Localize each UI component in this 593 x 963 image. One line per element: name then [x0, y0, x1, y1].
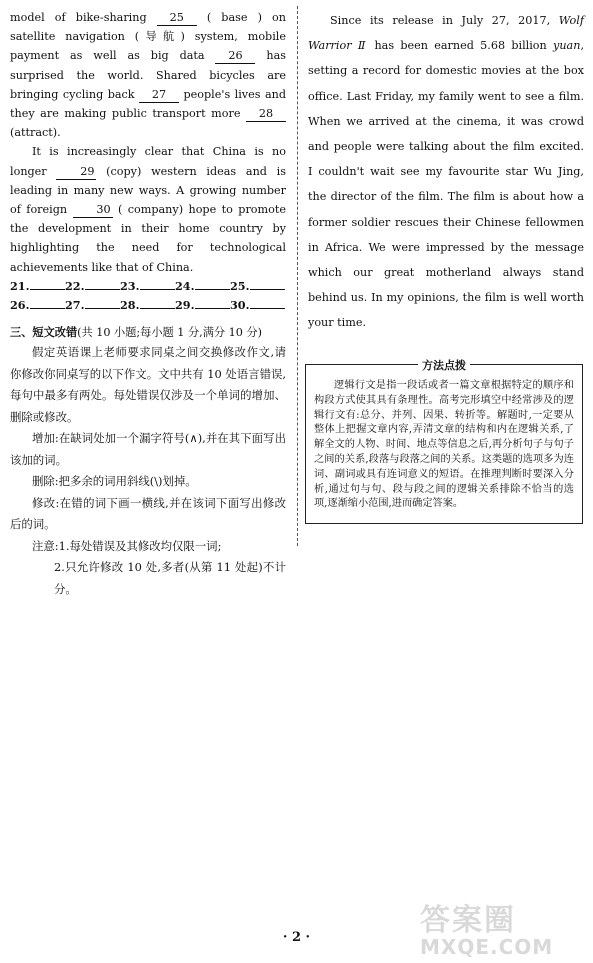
instruction-modify: 修改:在错的词下画一横线,并在该词下面写出修改后的词。 — [10, 495, 286, 532]
answer-slot[interactable]: 28. — [120, 296, 175, 315]
instruction-add: 增加:在缺词处加一个漏字符号(∧),并在其下面写出该加的词。 — [10, 431, 286, 467]
text: ( base ) on satellite navigation (导航) system, mobile payment as well as big data — [10, 11, 286, 63]
answer-slot[interactable]: 29. — [175, 296, 230, 315]
movie-title: Wolf Warrior Ⅱ — [308, 14, 584, 53]
blank-30[interactable]: 30 — [73, 203, 113, 218]
instruction-note-2: 2.只允许修改 10 处,多者(从第 11 处起)不计分。 — [54, 560, 286, 596]
blank-29[interactable]: 29 — [56, 165, 96, 180]
method-tips-box — [305, 359, 583, 524]
passage-paragraph-1 — [10, 8, 286, 142]
answer-slot[interactable]: 30. — [230, 296, 285, 315]
answer-row-2 — [10, 296, 286, 315]
left-column — [10, 8, 286, 600]
text: (attract). — [10, 126, 61, 140]
instruction-note-1: 注意:1.每处错误及其修改均仅限一词; — [32, 538, 222, 553]
blank-25[interactable]: 25 — [157, 11, 197, 26]
answer-slot[interactable]: 23. — [120, 277, 175, 296]
answer-slot[interactable]: 21. — [10, 277, 65, 296]
answer-slot[interactable]: 24. — [175, 277, 230, 296]
instruction-delete: 删除:把多余的词用斜线(\)划掉。 — [32, 474, 197, 489]
section-3-instructions — [10, 342, 286, 600]
blank-26[interactable]: 26 — [215, 49, 255, 64]
blank-28[interactable]: 28 — [246, 107, 286, 122]
instruction-paragraph: 假定英语课上老师要求同桌之间交换修改作文,请你修改你同桌写的以下作文。文中共有 10 处语言错误,每句中最多有两处。每处错误仅涉及一个单词的增加、删除或修改。 — [10, 345, 286, 424]
error-correction-passage[interactable]: Since its release in July 27, 2017, Wolf Warrior Ⅱ has been earned 5.68 billion yuan, setting a record for domestic movies at the box office. Last Friday, my family went to see a film. When we arrived at the cinema, it was crowd and people were talking about the film excited. I couldn't wait see my favourite star Wu Jing, the director of the film. The film is about how a former soldier rescues their Chinese fellowmen in Africa. We were impressed by the message which our great motherland always stand behind us. In my opinions, the film is well worth your time. — [308, 14, 584, 330]
answer-slot[interactable]: 25. — [230, 277, 285, 296]
blank-27[interactable]: 27 — [139, 88, 179, 103]
text: people's lives and they are making public transport more — [10, 87, 286, 121]
text: It is increasingly clear that China is no longer — [10, 145, 286, 178]
method-tips-title: 方法点拨 — [306, 357, 582, 373]
page-number: · 2 · — [282, 930, 311, 945]
right-column — [308, 8, 584, 336]
column-divider — [297, 6, 298, 546]
method-tips-body: 逻辑行文是指一段话或者一篇文章根据特定的顺序和构段方式使其具有条理性。高考完形填空中经常涉及的逻辑行文有:总分、并列、因果、转折等。解题时,一定要从整体上把握文章内容,弄清文章的结构和内在逻辑关系,了解全文的人物、时间、地点等信息之后,再分析句子与句子之间的关系,段落与段落之间的关系。这类题的选项多为连词、副词或具有连词意义的短语。在推理判断时要深入分析,通过句与句、段与段之间的逻辑关系排除不恰当的选项,逐渐缩小范围,进而确定答案。 — [314, 380, 574, 510]
text: (copy) western ideas and is leading in many new ways. A growing number of foreign — [10, 164, 286, 217]
text: ( company) hope to promote the development in their home country by highlighting the need for technological achievements like that of China. — [10, 203, 286, 274]
watermark-logo: 答案圈 MXQE.COM — [420, 903, 554, 959]
answer-slot[interactable]: 22. — [65, 277, 120, 296]
answer-row-1 — [10, 277, 286, 296]
passage-paragraph-2 — [10, 142, 286, 276]
text: has surprised the world. Shared bicycles are bringing cycling back — [10, 49, 286, 101]
answer-slot[interactable]: 26. — [10, 296, 65, 315]
section-3-title: 三、短文改错(共 10 小题;每小题 1 分,满分 10 分) — [10, 325, 262, 340]
answer-slot[interactable]: 27. — [65, 296, 120, 315]
text: model of bike-sharing — [10, 11, 157, 24]
